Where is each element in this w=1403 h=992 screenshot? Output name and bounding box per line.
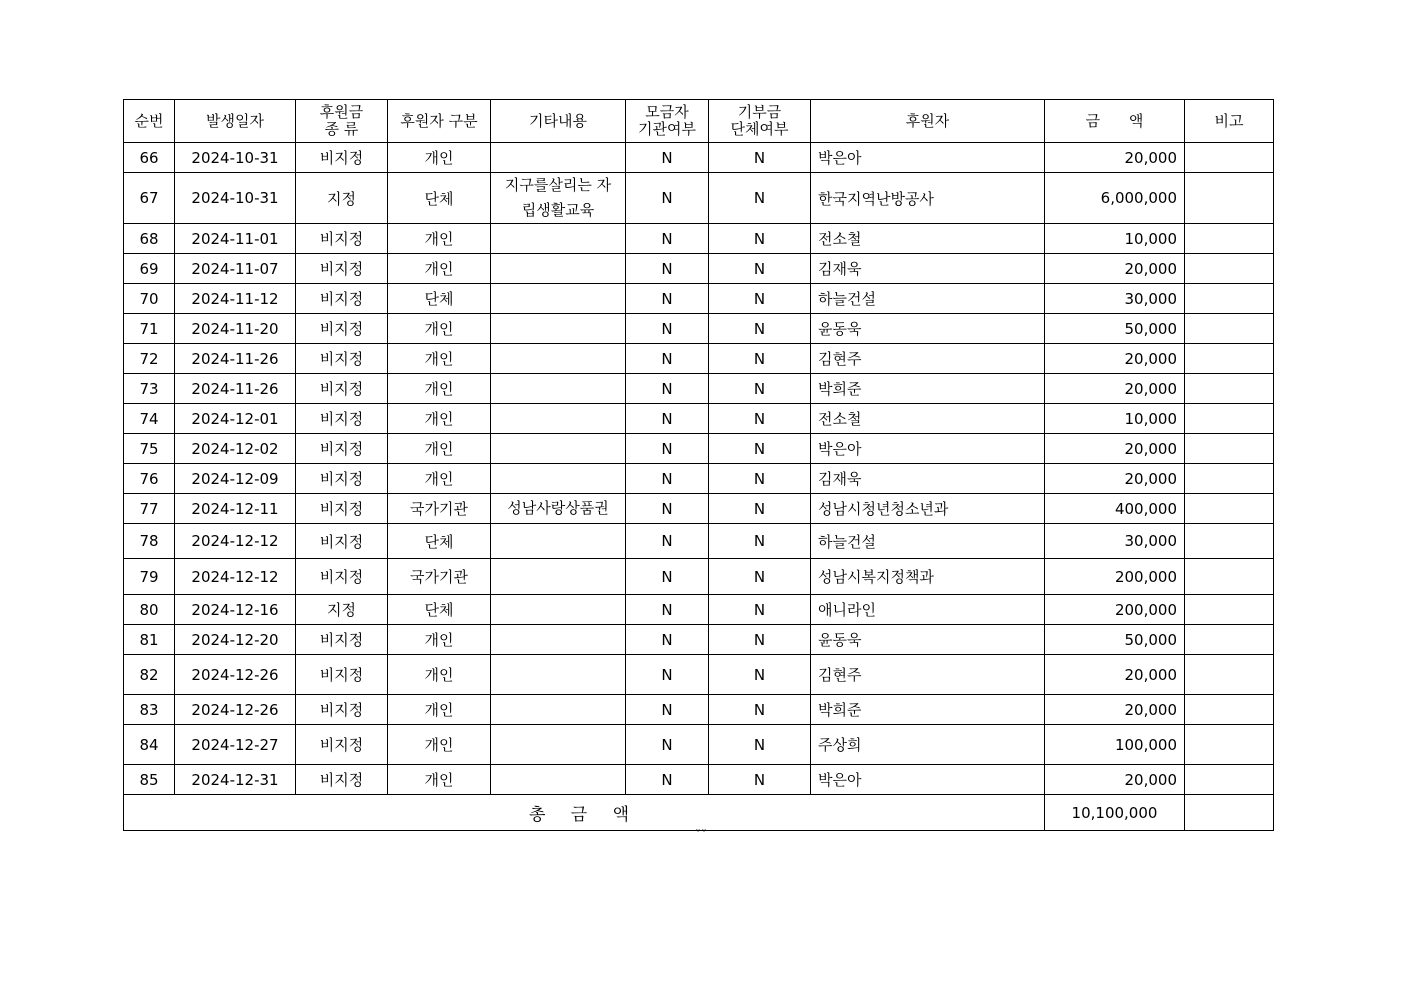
cell-type: 비지정 — [296, 344, 388, 374]
cell-amount: 20,000 — [1045, 695, 1185, 725]
cell-date: 2024-12-20 — [175, 625, 296, 655]
cell-date: 2024-12-26 — [175, 655, 296, 695]
cell-category: 개인 — [388, 434, 491, 464]
cell-memo — [491, 434, 626, 464]
header-donor: 후원자 — [811, 100, 1045, 143]
cell-category: 개인 — [388, 374, 491, 404]
cell-no: 66 — [124, 143, 175, 173]
cell-group: N — [709, 559, 811, 595]
cell-org: N — [626, 595, 709, 625]
cell-note — [1185, 559, 1274, 595]
cell-date: 2024-11-20 — [175, 314, 296, 344]
cell-category: 개인 — [388, 625, 491, 655]
cell-group: N — [709, 434, 811, 464]
cell-note — [1185, 434, 1274, 464]
cell-amount: 10,000 — [1045, 224, 1185, 254]
cell-memo — [491, 559, 626, 595]
cell-amount: 200,000 — [1045, 559, 1185, 595]
cell-group: N — [709, 524, 811, 559]
cell-category: 개인 — [388, 224, 491, 254]
cell-no: 82 — [124, 655, 175, 695]
cell-group: N — [709, 404, 811, 434]
cell-type: 비지정 — [296, 254, 388, 284]
cell-no: 78 — [124, 524, 175, 559]
cell-date: 2024-12-27 — [175, 725, 296, 765]
cell-type: 비지정 — [296, 464, 388, 494]
cell-group: N — [709, 625, 811, 655]
table-row — [124, 434, 1274, 464]
cell-amount: 20,000 — [1045, 655, 1185, 695]
cell-memo — [491, 655, 626, 695]
cell-memo — [491, 254, 626, 284]
cell-memo: 성남사랑상품권 — [491, 494, 626, 524]
cell-org: N — [626, 464, 709, 494]
cell-type: 비지정 — [296, 524, 388, 559]
cell-org: N — [626, 434, 709, 464]
cell-donor: 성남시청년청소년과 — [811, 494, 1045, 524]
cell-category: 개인 — [388, 464, 491, 494]
table-row — [124, 284, 1274, 314]
cell-org: N — [626, 494, 709, 524]
cell-org: N — [626, 284, 709, 314]
cell-note — [1185, 625, 1274, 655]
cell-date: 2024-12-12 — [175, 524, 296, 559]
cell-category: 단체 — [388, 524, 491, 559]
cell-date: 2024-12-16 — [175, 595, 296, 625]
cell-category: 개인 — [388, 344, 491, 374]
cell-org: N — [626, 173, 709, 224]
cell-donor: 주상희 — [811, 725, 1045, 765]
cell-date: 2024-12-09 — [175, 464, 296, 494]
cell-donor: 김재욱 — [811, 464, 1045, 494]
header-row — [124, 100, 1274, 143]
cell-no: 69 — [124, 254, 175, 284]
cell-date: 2024-11-26 — [175, 344, 296, 374]
cell-memo — [491, 595, 626, 625]
cell-group: N — [709, 224, 811, 254]
cell-donor: 하늘건설 — [811, 284, 1045, 314]
cell-date: 2024-11-26 — [175, 374, 296, 404]
cell-org: N — [626, 254, 709, 284]
cell-date: 2024-12-11 — [175, 494, 296, 524]
cell-org: N — [626, 143, 709, 173]
cell-group: N — [709, 254, 811, 284]
cell-date: 2024-11-12 — [175, 284, 296, 314]
cell-group: N — [709, 344, 811, 374]
cell-memo — [491, 374, 626, 404]
cell-note — [1185, 173, 1274, 224]
cell-memo — [491, 284, 626, 314]
cell-note — [1185, 224, 1274, 254]
cell-date: 2024-12-01 — [175, 404, 296, 434]
table-row — [124, 695, 1274, 725]
cell-memo — [491, 404, 626, 434]
cell-donor: 성남시복지정책과 — [811, 559, 1045, 595]
cell-type: 비지정 — [296, 374, 388, 404]
cell-no: 76 — [124, 464, 175, 494]
donation-table — [123, 99, 1274, 831]
cell-donor: 박희준 — [811, 695, 1045, 725]
cell-memo — [491, 725, 626, 765]
header-category: 후원자 구분 — [388, 100, 491, 143]
cell-amount: 400,000 — [1045, 494, 1185, 524]
cell-org: N — [626, 314, 709, 344]
table-row — [124, 625, 1274, 655]
table-row — [124, 314, 1274, 344]
cell-amount: 20,000 — [1045, 143, 1185, 173]
table-body — [124, 143, 1274, 795]
table-row — [124, 374, 1274, 404]
cell-org: N — [626, 524, 709, 559]
cell-note — [1185, 284, 1274, 314]
cell-note — [1185, 344, 1274, 374]
cell-type: 지정 — [296, 173, 388, 224]
cell-group: N — [709, 143, 811, 173]
table-row — [124, 524, 1274, 559]
cell-group: N — [709, 314, 811, 344]
cell-type: 비지정 — [296, 314, 388, 344]
table-row — [124, 224, 1274, 254]
cell-group: N — [709, 173, 811, 224]
cell-memo: 지구를살리는 자립생활교육 — [491, 173, 626, 224]
cell-memo — [491, 344, 626, 374]
cell-org: N — [626, 765, 709, 795]
header-memo: 기타내용 — [491, 100, 626, 143]
cell-note — [1185, 524, 1274, 559]
cell-amount: 100,000 — [1045, 725, 1185, 765]
cell-memo — [491, 524, 626, 559]
cell-org: N — [626, 655, 709, 695]
cell-group: N — [709, 374, 811, 404]
cell-donor: 애니라인 — [811, 595, 1045, 625]
cell-type: 비지정 — [296, 765, 388, 795]
cell-no: 84 — [124, 725, 175, 765]
cell-no: 67 — [124, 173, 175, 224]
cell-group: N — [709, 494, 811, 524]
cell-amount: 200,000 — [1045, 595, 1185, 625]
cell-category: 단체 — [388, 173, 491, 224]
cell-donor: 김재욱 — [811, 254, 1045, 284]
cell-no: 72 — [124, 344, 175, 374]
cell-category: 국가기관 — [388, 494, 491, 524]
cell-donor: 박은아 — [811, 765, 1045, 795]
cell-category: 개인 — [388, 695, 491, 725]
cell-no: 83 — [124, 695, 175, 725]
cell-note — [1185, 254, 1274, 284]
total-amount: 10,100,000 — [1045, 795, 1185, 831]
header-amount: 금 액 — [1045, 100, 1185, 143]
cell-type: 비지정 — [296, 725, 388, 765]
header-type: 후원금 종 류 — [296, 100, 388, 143]
cell-type: 비지정 — [296, 284, 388, 314]
cell-note — [1185, 374, 1274, 404]
cell-type: 지정 — [296, 595, 388, 625]
cell-memo — [491, 143, 626, 173]
header-group: 기부금 단체여부 — [709, 100, 811, 143]
cell-category: 개인 — [388, 314, 491, 344]
cell-donor: 윤동욱 — [811, 314, 1045, 344]
table-row — [124, 494, 1274, 524]
cell-donor: 박은아 — [811, 143, 1045, 173]
cell-group: N — [709, 284, 811, 314]
cell-note — [1185, 314, 1274, 344]
cell-no: 79 — [124, 559, 175, 595]
cell-group: N — [709, 655, 811, 695]
cell-memo — [491, 464, 626, 494]
cell-org: N — [626, 374, 709, 404]
cell-date: 2024-12-02 — [175, 434, 296, 464]
cell-date: 2024-10-31 — [175, 173, 296, 224]
cell-no: 73 — [124, 374, 175, 404]
cell-amount: 20,000 — [1045, 765, 1185, 795]
table-row — [124, 725, 1274, 765]
cell-amount: 30,000 — [1045, 524, 1185, 559]
cell-amount: 20,000 — [1045, 434, 1185, 464]
cell-date: 2024-12-26 — [175, 695, 296, 725]
table-row — [124, 344, 1274, 374]
cell-date: 2024-12-12 — [175, 559, 296, 595]
header-no: 순번 — [124, 100, 175, 143]
cell-date: 2024-11-01 — [175, 224, 296, 254]
table-row — [124, 143, 1274, 173]
cell-memo — [491, 625, 626, 655]
cell-category: 개인 — [388, 655, 491, 695]
cell-type: 비지정 — [296, 143, 388, 173]
cell-note — [1185, 695, 1274, 725]
cell-note — [1185, 464, 1274, 494]
cell-donor: 박희준 — [811, 374, 1045, 404]
cell-category: 개인 — [388, 765, 491, 795]
cell-date: 2024-11-07 — [175, 254, 296, 284]
table-row — [124, 595, 1274, 625]
cell-note — [1185, 725, 1274, 765]
cell-note — [1185, 404, 1274, 434]
table-row — [124, 765, 1274, 795]
total-label: 총 금 액 — [124, 795, 1045, 831]
cell-no: 77 — [124, 494, 175, 524]
cell-amount: 50,000 — [1045, 625, 1185, 655]
table-row — [124, 655, 1274, 695]
cell-org: N — [626, 725, 709, 765]
cell-org: N — [626, 344, 709, 374]
cell-amount: 20,000 — [1045, 374, 1185, 404]
cell-category: 국가기관 — [388, 559, 491, 595]
cell-amount: 20,000 — [1045, 464, 1185, 494]
table-row — [124, 464, 1274, 494]
cell-memo — [491, 765, 626, 795]
cell-donor: 김현주 — [811, 344, 1045, 374]
cell-no: 71 — [124, 314, 175, 344]
cell-donor: 전소철 — [811, 404, 1045, 434]
cell-donor: 전소철 — [811, 224, 1045, 254]
cell-org: N — [626, 404, 709, 434]
cell-no: 75 — [124, 434, 175, 464]
cell-donor: 하늘건설 — [811, 524, 1045, 559]
cell-type: 비지정 — [296, 434, 388, 464]
cell-memo — [491, 695, 626, 725]
cell-org: N — [626, 224, 709, 254]
cell-type: 비지정 — [296, 494, 388, 524]
cell-category: 개인 — [388, 254, 491, 284]
cell-type: 비지정 — [296, 655, 388, 695]
table-row — [124, 254, 1274, 284]
header-org: 모금자 기관여부 — [626, 100, 709, 143]
cell-type: 비지정 — [296, 559, 388, 595]
cell-group: N — [709, 595, 811, 625]
cell-no: 68 — [124, 224, 175, 254]
header-date: 발생일자 — [175, 100, 296, 143]
cell-type: 비지정 — [296, 224, 388, 254]
cell-memo — [491, 224, 626, 254]
cell-group: N — [709, 725, 811, 765]
cell-note — [1185, 143, 1274, 173]
cell-org: N — [626, 695, 709, 725]
cell-no: 85 — [124, 765, 175, 795]
cell-amount: 20,000 — [1045, 344, 1185, 374]
cell-date: 2024-10-31 — [175, 143, 296, 173]
cell-org: N — [626, 625, 709, 655]
cell-no: 80 — [124, 595, 175, 625]
cell-type: 비지정 — [296, 625, 388, 655]
total-note — [1185, 795, 1274, 831]
cell-type: 비지정 — [296, 695, 388, 725]
cell-amount: 20,000 — [1045, 254, 1185, 284]
cell-no: 74 — [124, 404, 175, 434]
cell-donor: 윤동욱 — [811, 625, 1045, 655]
cell-amount: 50,000 — [1045, 314, 1185, 344]
cell-note — [1185, 595, 1274, 625]
cell-group: N — [709, 464, 811, 494]
footer-mark: ˇˇ — [695, 828, 707, 842]
header-note: 비고 — [1185, 100, 1274, 143]
cell-note — [1185, 765, 1274, 795]
cell-no: 70 — [124, 284, 175, 314]
table-row — [124, 559, 1274, 595]
cell-no: 81 — [124, 625, 175, 655]
cell-org: N — [626, 559, 709, 595]
cell-donor: 한국지역난방공사 — [811, 173, 1045, 224]
cell-amount: 6,000,000 — [1045, 173, 1185, 224]
cell-date: 2024-12-31 — [175, 765, 296, 795]
cell-note — [1185, 655, 1274, 695]
cell-category: 단체 — [388, 284, 491, 314]
cell-donor: 김현주 — [811, 655, 1045, 695]
cell-memo — [491, 314, 626, 344]
cell-amount: 30,000 — [1045, 284, 1185, 314]
cell-group: N — [709, 695, 811, 725]
cell-type: 비지정 — [296, 404, 388, 434]
total-row — [124, 795, 1274, 831]
cell-category: 단체 — [388, 595, 491, 625]
cell-group: N — [709, 765, 811, 795]
cell-category: 개인 — [388, 725, 491, 765]
table-row — [124, 404, 1274, 434]
cell-category: 개인 — [388, 143, 491, 173]
table-row — [124, 173, 1274, 224]
cell-category: 개인 — [388, 404, 491, 434]
cell-amount: 10,000 — [1045, 404, 1185, 434]
cell-note — [1185, 494, 1274, 524]
cell-donor: 박은아 — [811, 434, 1045, 464]
